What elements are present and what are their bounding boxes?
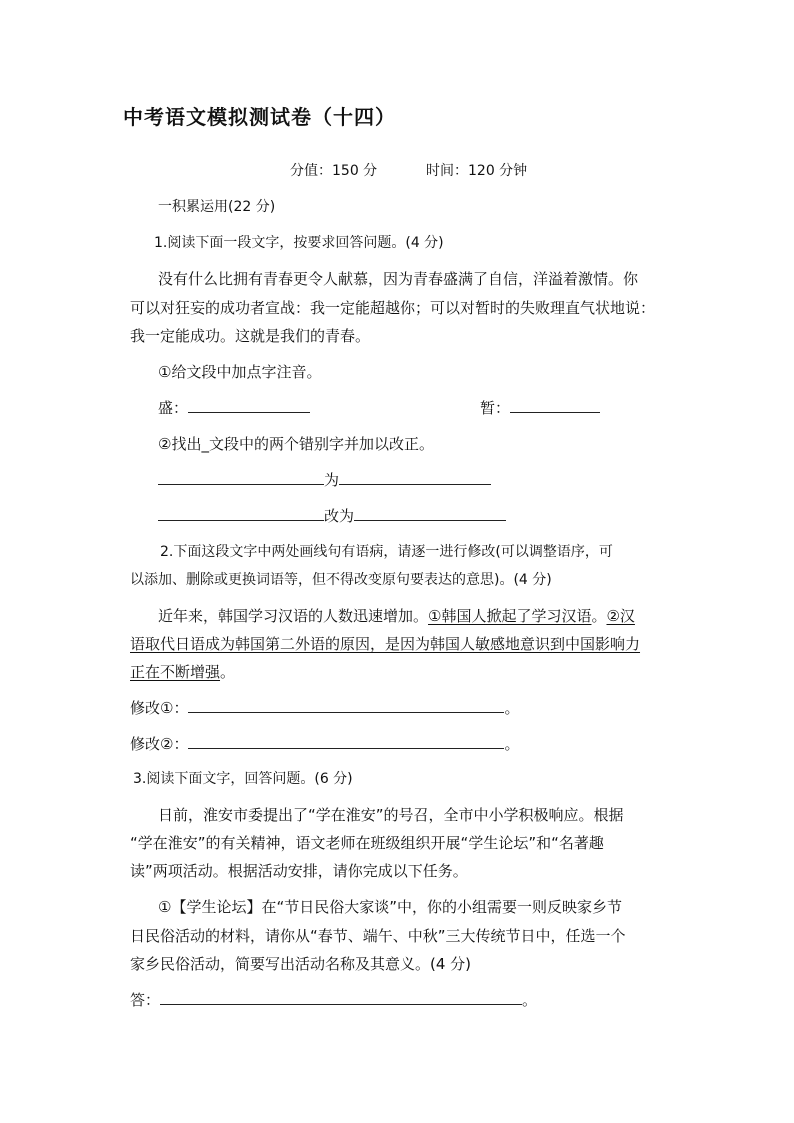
q2-passage-text: 近年来，韩国学习汉语的人数迅速增加。 [158,607,429,625]
q1-passage-line: 我一定能成功。这就是我们的青春。 [130,327,371,345]
zan-answer-row [480,397,600,418]
q1-sub1: ①给文段中加点字注音。 [158,363,322,381]
correct-char-blank[interactable] [354,506,506,521]
zan-blank[interactable] [510,398,600,413]
section-heading: 一积累运用(22 分) [158,199,276,215]
score-info: 分值：150 分 [290,163,378,179]
q1-prompt: 1.阅读下面一段文字，按要求回答问题。(4 分) [154,235,444,251]
underlined-sentence-2: 语取代日语成为韩国第二外语的原因，是因为韩国人敏感地意识到中国影响力 [130,635,641,653]
correction-word: 为 [324,471,340,489]
sheng-blank[interactable] [188,398,310,413]
answer-label: 答： [130,991,161,1009]
q3-prompt: 3.阅读下面文字，回答问题。(6 分) [133,771,353,787]
sheng-answer-row [158,397,310,418]
underlined-sentence-1: ①韩国人掀起了学习汉语 [428,607,592,625]
wrong-char-blank[interactable] [158,506,324,521]
q2-prompt-line: 以添加、删除或更换词语等，但不得改变原句要表达的意思)。(4 分) [130,572,552,588]
wrong-char-blank[interactable] [158,470,324,485]
fix2-period: 。 [504,735,520,753]
underlined-sentence-2: 正在不断增强 [130,663,221,681]
answer-blank[interactable] [160,990,522,1005]
q3-task-line: 日民俗活动的材料，请你从“春节、端午、中秋”三大传统节日中，任选一个 [130,927,626,945]
q2-passage-line [130,633,640,654]
sheng-label: 盛： [158,399,189,417]
q3-passage-line: “学在淮安”的有关精神，语文老师在班级组织开展“学生论坛”和“名著趣 [130,834,604,852]
q1-passage-line: 可以对狂妄的成功者宣战：我一定能超越你；可以对暂时的失败理直气状地说： [130,299,656,317]
q2-passage-line [158,605,635,626]
q1-passage-line: 没有什么比拥有青春更令人献慕，因为青春盛满了自信，洋溢着激情。你 [158,270,639,288]
correct-char-blank[interactable] [339,470,491,485]
underlined-sentence-2: ②汉 [606,607,635,625]
correction-row-2 [158,505,506,526]
q2-prompt-line: 2.下面这段文字中两处画线句有语病，请逐一进行修改(可以调整语序，可 [160,544,613,560]
answer-period: 。 [522,991,538,1009]
answer-row [130,989,537,1010]
q3-task-line: 家乡民俗活动，简要写出活动名称及其意义。(4 分) [130,955,472,973]
fix1-label: 修改①： [130,699,189,717]
q3-task-line: ①【学生论坛】在“节日民俗大家谈”中，你的小组需要一则反映家乡节 [158,898,622,916]
q1-sub2: ②找出_文段中的两个错别字并加以改正。 [158,435,434,453]
fix1-period: 。 [504,699,520,717]
time-info: 时间：120 分钟 [426,163,528,179]
q3-passage-line: 日前，淮安市委提出了“学在淮安”的号召，全市中小学积极响应。根据 [158,806,624,824]
correction-row-1 [158,469,491,490]
q2-passage-line [130,661,235,682]
fix2-row [130,733,519,754]
page-title: 中考语文模拟测试卷（十四） [123,105,396,129]
zan-label: 暂： [480,399,511,417]
q2-punct: 。 [591,607,607,625]
fix1-blank[interactable] [188,698,504,713]
q2-punct: 。 [220,663,236,681]
fix1-row [130,697,519,718]
fix2-blank[interactable] [188,734,504,749]
correction-word: 改为 [324,507,355,525]
q3-passage-line: 读”两项活动。根据活动安排，请你完成以下任务。 [130,862,468,880]
fix2-label: 修改②： [130,735,189,753]
